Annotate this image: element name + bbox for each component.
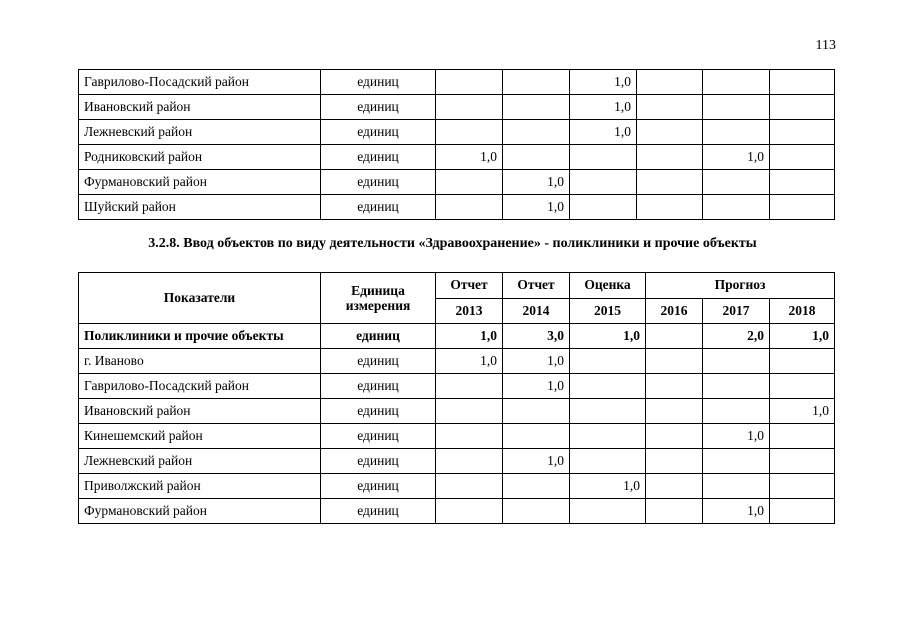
row-value [770,70,835,95]
row-unit: единиц [321,449,436,474]
row-value [770,349,835,374]
header-forecast: Прогноз [646,273,835,299]
row-unit: единиц [321,170,436,195]
row-value: 1,0 [436,145,503,170]
row-unit: единиц [321,195,436,220]
row-value [770,474,835,499]
row-value [570,424,646,449]
row-value [570,195,637,220]
row-value [703,374,770,399]
row-value [703,195,770,220]
row-value [637,95,703,120]
row-value: 3,0 [503,324,570,349]
row-value [637,195,703,220]
header-year: 2015 [570,298,646,324]
row-name: Шуйский район [79,195,321,220]
row-value [703,399,770,424]
row-value: 1,0 [436,324,503,349]
row-value [503,70,570,95]
row-value [503,120,570,145]
row-value: 1,0 [570,324,646,349]
row-value [646,449,703,474]
row-value [703,474,770,499]
row-value: 1,0 [503,195,570,220]
header-year: 2018 [770,298,835,324]
section-heading: 3.2.8. Ввод объектов по виду деятельности «Здравоохранение» - поликлиники и прочие объекты [148,236,757,251]
row-value: 1,0 [770,324,835,349]
row-value [703,120,770,145]
row-value [703,95,770,120]
header-year: 2017 [703,298,770,324]
row-value [436,374,503,399]
row-unit: единиц [321,424,436,449]
row-value [646,374,703,399]
row-value [637,145,703,170]
header-estimate: Оценка [570,273,646,299]
header-indicators: Показатели [79,273,321,324]
row-value [646,399,703,424]
row-value [770,95,835,120]
row-value [770,145,835,170]
table-row [79,120,835,145]
table-row [79,449,835,474]
row-name: Фурмановский район [79,170,321,195]
header-report-2: Отчет [503,273,570,299]
row-value: 1,0 [703,145,770,170]
row-name: г. Иваново [79,349,321,374]
row-value [646,499,703,524]
table-row [79,349,835,374]
row-value: 1,0 [703,499,770,524]
row-value [503,145,570,170]
table-row [79,170,835,195]
row-value [503,474,570,499]
row-value [503,95,570,120]
row-value [503,424,570,449]
header-report-1: Отчет [436,273,503,299]
row-value: 1,0 [770,399,835,424]
row-value: 1,0 [570,70,637,95]
row-value [770,449,835,474]
row-value: 1,0 [503,349,570,374]
row-value [503,399,570,424]
row-value [703,70,770,95]
row-value [570,374,646,399]
row-value [436,424,503,449]
row-name: Кинешемский район [79,424,321,449]
row-value [637,170,703,195]
row-value [436,70,503,95]
row-unit: единиц [321,399,436,424]
table-row [79,374,835,399]
row-value [770,120,835,145]
header-unit: Единица измерения [321,273,436,324]
row-unit: единиц [321,120,436,145]
page-number: 113 [815,38,836,53]
row-name: Фурмановский район [79,499,321,524]
row-value [570,399,646,424]
row-value [770,195,835,220]
row-value [703,170,770,195]
row-value [770,374,835,399]
row-value [646,424,703,449]
row-name: Родниковский район [79,145,321,170]
header-year: 2016 [646,298,703,324]
row-value [436,95,503,120]
row-value [436,170,503,195]
row-unit: единиц [321,374,436,399]
row-value [570,449,646,474]
row-value [637,70,703,95]
table-row [79,499,835,524]
table-row [79,399,835,424]
table-bottom [78,272,835,524]
row-name: Поликлиники и прочие объекты [79,324,321,349]
row-value: 1,0 [570,474,646,499]
row-value [646,324,703,349]
row-value [570,170,637,195]
row-name: Лежневский район [79,449,321,474]
row-unit: единиц [321,145,436,170]
row-value [436,449,503,474]
row-value [637,120,703,145]
row-value [570,145,637,170]
row-name: Ивановский район [79,95,321,120]
row-unit: единиц [321,499,436,524]
row-value: 1,0 [703,424,770,449]
row-value [436,195,503,220]
row-value: 1,0 [570,120,637,145]
row-name: Гаврилово-Посадский район [79,70,321,95]
row-name: Лежневский район [79,120,321,145]
row-unit: единиц [321,70,436,95]
row-name: Приволжский район [79,474,321,499]
row-value: 2,0 [703,324,770,349]
header-year: 2013 [436,298,503,324]
row-unit: единиц [321,474,436,499]
row-value [770,499,835,524]
row-unit: единиц [321,349,436,374]
row-value [503,499,570,524]
row-value [436,120,503,145]
row-unit: единиц [321,324,436,349]
table-row [79,145,835,170]
row-value [570,349,646,374]
row-value: 1,0 [503,170,570,195]
table-row [79,95,835,120]
table-row [79,324,835,349]
table-top [78,69,835,220]
table-row [79,70,835,95]
table-row [79,195,835,220]
row-value: 1,0 [503,449,570,474]
row-name: Ивановский район [79,399,321,424]
row-value: 1,0 [436,349,503,374]
row-value [770,170,835,195]
row-value [646,474,703,499]
row-value: 1,0 [503,374,570,399]
row-value [703,449,770,474]
row-value [436,399,503,424]
table-row [79,474,835,499]
row-unit: единиц [321,95,436,120]
row-value [770,424,835,449]
table-row [79,424,835,449]
row-value: 1,0 [570,95,637,120]
row-name: Гаврилово-Посадский район [79,374,321,399]
row-value [646,349,703,374]
header-year: 2014 [503,298,570,324]
row-value [703,349,770,374]
row-value [436,474,503,499]
row-value [436,499,503,524]
row-value [570,499,646,524]
